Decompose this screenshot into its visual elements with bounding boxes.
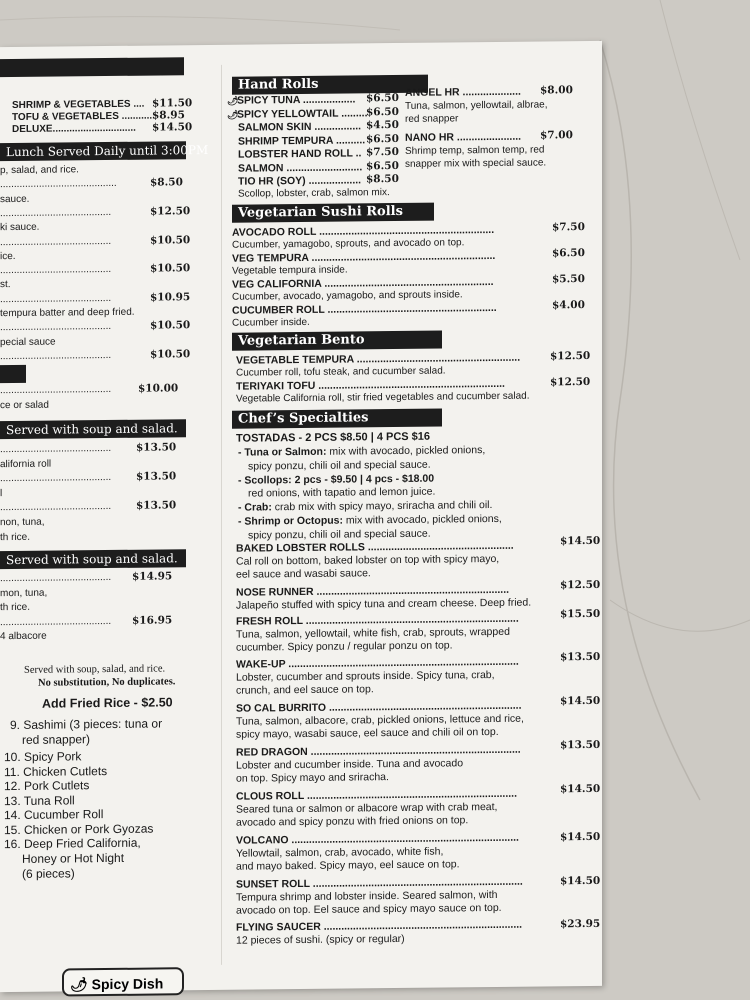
- lunch-line-price: $12.50: [150, 205, 191, 218]
- specialty-price: $14.50: [560, 782, 601, 796]
- combo-item: 11. Chicken Cutlets: [4, 764, 108, 780]
- angel-hr-name: ANGEL HR ....................: [405, 85, 521, 99]
- specialty-name: NOSE RUNNER ..................................................................: [236, 583, 510, 599]
- hand-roll-price: $4.50: [366, 118, 399, 132]
- hand-roll-name: [238, 161, 362, 174]
- tostadas-text: spicy ponzu, chili oil and special sauce.: [248, 527, 431, 542]
- column-divider: [221, 65, 222, 965]
- specialty-desc: Cal roll on bottom, baked lobster on top with spicy mayo,: [236, 552, 500, 568]
- veg-sushi-desc: Vegetable tempura inside.: [232, 264, 348, 277]
- combo-item: (6 pieces): [22, 866, 75, 881]
- specialty-desc: Tuna, salmon, albacore, crab, pickled onions, lettuce and rice,: [236, 712, 524, 728]
- menu-paper: [0, 41, 602, 992]
- specialty-desc: Lobster and cucumber inside. Tuna and avocado: [236, 757, 464, 772]
- lunch-line: ........................................: [0, 321, 112, 334]
- specialty-desc: 12 pieces of sushi. (spicy or regular): [236, 932, 405, 947]
- veg-sushi-price: $4.00: [552, 299, 585, 312]
- hand-roll-label: SPICY TUNA ..................: [237, 93, 356, 107]
- hand-roll-price: $7.50: [366, 145, 399, 159]
- lunch-line-price: $8.50: [150, 176, 183, 189]
- specialty-name: CLOUS ROLL ........................................................................: [236, 787, 518, 803]
- chef-specialties-header: Chef’s Specialties: [232, 409, 442, 429]
- veg-sushi-desc: Cucumber, avocado, yamagobo, and sprouts inside.: [232, 289, 463, 303]
- served-soup-salad-header: Served with soup and salad.: [0, 419, 186, 439]
- veg-sushi-header: Vegetarian Sushi Rolls: [232, 203, 434, 223]
- left-top-item-name: TOFU & VEGETABLES ............: [12, 110, 155, 124]
- veg-sushi-price: $7.50: [552, 221, 585, 234]
- lunch-line-price: $10.50: [150, 233, 191, 247]
- combo-item: 13. Tuna Roll: [4, 793, 75, 809]
- combo-item: Honey or Hot Night: [22, 850, 125, 866]
- tostadas-text: crab mix with spicy mayo, sriracha and chili oil.: [271, 499, 493, 514]
- sec2-line: alifornia roll: [0, 458, 52, 470]
- veg-bento-desc: Vegetable California roll, stir fried vegetables and cucumber salad.: [236, 390, 530, 405]
- tostadas-line: [238, 499, 492, 514]
- combo-item: 9. Sashimi (3 pieces: tuna or: [10, 716, 163, 733]
- lunch-line: ........................................: [0, 349, 112, 363]
- mid-line: ce or salad: [0, 399, 49, 412]
- specialty-desc: Yellowtail, salmon, crab, avocado, white fish,: [236, 845, 444, 860]
- combo-item: 16. Deep Fried California,: [4, 835, 141, 852]
- sec2-line-price: $13.50: [136, 499, 177, 513]
- tio-hr-desc: Scollop, lobster, crab, salmon mix.: [238, 187, 390, 200]
- specialty-desc: spicy mayo, wasabi sauce, eel sauce and chili oil on top.: [236, 725, 499, 741]
- sec2-line: th rice.: [0, 531, 31, 543]
- specialty-desc: cucumber. Spicy ponzu / regular ponzu on top.: [236, 639, 453, 654]
- lunch-line-price: $10.95: [150, 290, 191, 304]
- lunch-line-price: $10.50: [150, 262, 191, 275]
- lunch-line: ki sauce.: [0, 221, 40, 234]
- hand-roll-label: TIO HR (SOY) ..................: [238, 174, 362, 188]
- specialty-desc: crunch, and eel sauce on top.: [236, 683, 374, 697]
- tostadas-line: [238, 472, 434, 486]
- specialty-price: $14.50: [560, 874, 601, 888]
- sec3-line: mon, tuna,: [0, 587, 48, 599]
- lunch-line: tempura batter and deep fried.: [0, 306, 135, 320]
- specialty-desc: and mayo baked. Spicy mayo, eel sauce on top.: [236, 858, 460, 873]
- left-top-bar: [0, 57, 184, 77]
- specialty-desc: eel sauce and wasabi sauce.: [236, 567, 371, 581]
- angel-hr-desc: Tuna, salmon, yellowtail, albrae,: [405, 99, 548, 112]
- lunch-line: ........................................: [0, 292, 112, 305]
- specialty-name: SO CAL BURRITO ..................................................................: [236, 699, 522, 715]
- hand-roll-price: $6.50: [366, 105, 399, 118]
- combo-item: 14. Cucumber Roll: [4, 807, 104, 823]
- sec2-line: ........................................: [0, 501, 112, 514]
- lunch-line-price: $10.50: [150, 319, 191, 332]
- specialty-name: VOLCANO ..............................................................................: [236, 831, 519, 847]
- tostadas-text: mix with avocado, pickled onions,: [343, 512, 502, 527]
- tostadas-option: - Tuna or Salmon:: [238, 445, 327, 459]
- specialty-name: SUNSET ROLL ........................................................................: [236, 875, 523, 891]
- sec3-line: ........................................: [0, 571, 112, 585]
- angel-hr-desc-2: red snapper: [405, 113, 459, 125]
- specialty-price: $14.50: [560, 534, 601, 548]
- hand-roll-name: [238, 147, 361, 160]
- pepper-icon: 🌶: [70, 976, 88, 993]
- tostadas-line: [238, 444, 485, 459]
- veg-sushi-name: CUCUMBER ROLL ..........................................................: [232, 301, 497, 317]
- hand-roll-label: SHRIMP TEMPURA ..........: [238, 133, 366, 148]
- tostadas-line: [248, 458, 431, 472]
- veg-sushi-price: $6.50: [552, 247, 585, 260]
- lunch-line: ........................................: [0, 264, 112, 277]
- veg-sushi-name: VEG TEMPURA ...............................................................: [232, 249, 496, 265]
- sec3-line-price: $14.95: [132, 570, 173, 583]
- specialty-desc: Jalapeño stuffed with spicy tuna and cream cheese. Deep fried.: [236, 596, 532, 612]
- angel-hr-price: $8.00: [540, 84, 573, 97]
- hand-roll-name: [238, 120, 361, 133]
- sec2-line: ........................................: [0, 472, 112, 485]
- tostadas-title: TOSTADAS - 2 PCS $8.50 | 4 PCS $16: [236, 430, 431, 445]
- hand-roll-label: LOBSTER HAND ROLL ..: [238, 147, 362, 161]
- tostadas-line: [238, 513, 502, 528]
- specialty-desc: Seared tuna or salmon or albacore wrap with crab meat,: [236, 800, 498, 816]
- specialty-desc: Lobster, cucumber and sprouts inside. Spicy tuna, crab,: [236, 668, 495, 684]
- left-top-item-price: $14.50: [152, 121, 193, 134]
- hand-roll-price: $6.50: [366, 159, 399, 172]
- left-top-item-price: $11.50: [152, 97, 193, 110]
- pepper-icon: 🌶: [227, 95, 239, 106]
- hand-roll-price: $6.50: [366, 91, 399, 105]
- lunch-line: sauce.: [0, 193, 30, 205]
- specialty-name: FRESH ROLL .........................................................................: [236, 612, 519, 628]
- hand-roll-name: [227, 93, 355, 106]
- specialty-price: $13.50: [560, 650, 601, 664]
- tostadas-option: - Scollops: 2 pcs - $9.50 | 4 pcs - $18.00: [238, 472, 435, 487]
- hand-roll-label: SPICY YELLOWTAIL .........: [237, 106, 368, 121]
- veg-bento-name: VEGETABLE TEMPURA ........................................................: [236, 351, 521, 367]
- tostadas-option: - Shrimp or Octopus:: [238, 514, 343, 528]
- hand-roll-label: SALMON ..........................: [238, 160, 363, 175]
- sec3-line: ........................................: [0, 615, 112, 628]
- left-top-item-name: DELUXE..............................: [12, 122, 136, 136]
- lunch-line: ..........................................: [0, 178, 117, 191]
- mid-line: ........................................: [0, 383, 112, 397]
- veg-sushi-price: $5.50: [552, 273, 585, 286]
- tostadas-line: [248, 527, 431, 541]
- veg-sushi-name: AVOCADO ROLL ............................................................: [232, 223, 495, 239]
- specialty-price: $23.95: [560, 917, 601, 931]
- lunch-line-price: $10.50: [150, 348, 191, 361]
- lunch-line: ice.: [0, 250, 16, 262]
- veg-bento-header: Vegetarian Bento: [232, 331, 442, 351]
- sec3-line-price: $16.95: [132, 614, 173, 627]
- veg-bento-price: $12.50: [550, 375, 591, 389]
- specialty-name: BAKED LOBSTER ROLLS ..................................................: [236, 539, 514, 555]
- lunch-line: pecial sauce: [0, 336, 56, 348]
- specialty-price: $14.50: [560, 694, 601, 708]
- tostadas-line: [248, 486, 435, 500]
- left-top-item-name: SHRIMP & VEGETABLES ....: [12, 98, 145, 112]
- veg-bento-name: TERIYAKI TOFU ................................................................: [236, 377, 505, 393]
- tostadas-option: - Crab:: [238, 501, 272, 514]
- served-soup-salad-header-2: Served with soup and salad.: [0, 549, 186, 569]
- veg-sushi-name: VEG CALIFORNIA ..........................................................: [232, 275, 494, 291]
- tostadas-text: red onions, with tapatio and lemon juice.: [248, 485, 436, 500]
- specialty-price: $15.50: [560, 607, 601, 621]
- hand-roll-label: SALMON SKIN ................: [238, 120, 362, 134]
- sec3-line: 4 albacore: [0, 631, 47, 643]
- nano-hr-desc: Shrimp temp, salmon temp, red: [405, 144, 545, 157]
- add-fried-rice: Add Fried Rice - $2.50: [42, 695, 173, 711]
- specialty-price: $13.50: [560, 738, 601, 752]
- specialty-name: WAKE-UP ...............................................................................: [236, 655, 519, 671]
- combo-item: 15. Chicken or Pork Gyozas: [4, 821, 154, 838]
- veg-bento-price: $12.50: [550, 349, 591, 363]
- specialty-desc: Tuna, salmon, yellowtail, white fish, crab, sprouts, wrapped: [236, 625, 510, 641]
- hand-rolls-header: Hand Rolls: [232, 75, 428, 95]
- spicy-dish-label: Spicy Dish: [91, 975, 164, 993]
- sec2-line: ........................................: [0, 442, 112, 456]
- lunch-line: p, salad, and rice.: [0, 164, 79, 177]
- specialty-desc: avocado on top. Eel sauce and spicy mayo sauce on top.: [236, 901, 502, 917]
- hand-roll-name: [238, 174, 361, 187]
- lunch-line: ........................................: [0, 235, 112, 248]
- nano-hr-desc-2: snapper mix with special sauce.: [405, 157, 547, 170]
- combo-note: Served with soup, salad, and rice.: [24, 663, 166, 676]
- specialty-desc: on top. Spicy mayo and sriracha.: [236, 771, 389, 785]
- tostadas-text: mix with avocado, pickled onions,: [326, 444, 486, 458]
- lunch-line: ........................................: [0, 206, 112, 220]
- hand-roll-price: $8.50: [366, 172, 399, 186]
- combo-item: 10. Spicy Pork: [4, 749, 82, 765]
- tostadas-text: spicy ponzu, chili oil and special sauce.: [248, 458, 431, 473]
- veg-bento-desc: Cucumber roll, tofu steak, and cucumber salad.: [236, 365, 446, 379]
- nano-hr-name: NANO HR ......................: [405, 130, 522, 144]
- nano-hr-price: $7.00: [540, 129, 573, 142]
- specialty-desc: Tempura shrimp and lobster inside. Seared salmon, with: [236, 888, 498, 904]
- mid-line-price: $10.00: [138, 382, 179, 395]
- lunch-line: st.: [0, 279, 11, 291]
- combo-item: 12. Pork Cutlets: [4, 778, 90, 794]
- specialty-name: FLYING SAUCER ....................................................................: [236, 918, 523, 934]
- specialty-name: RED DRAGON ........................................................................: [236, 743, 521, 759]
- lunch-header: Lunch Served Daily until 3:00PM: [0, 141, 186, 161]
- left-top-item-price: $8.95: [152, 109, 185, 122]
- combo-item: red snapper): [22, 732, 91, 747]
- hand-roll-name: [227, 107, 368, 120]
- pepper-icon: 🌶: [227, 109, 239, 120]
- specialty-price: $12.50: [560, 578, 601, 592]
- sec2-line: l: [0, 487, 3, 499]
- sec2-line: non, tuna,: [0, 516, 45, 529]
- veg-sushi-desc: Cucumber, yamagobo, sprouts, and avocado on top.: [232, 237, 465, 251]
- left-bar-2: [0, 365, 26, 383]
- sec2-line-price: $13.50: [136, 441, 177, 454]
- hand-roll-name: [238, 134, 365, 147]
- hand-roll-price: $6.50: [366, 132, 399, 145]
- spicy-dish-legend: [62, 967, 184, 996]
- sec2-line-price: $13.50: [136, 470, 177, 483]
- combo-note-2: No substitution, No duplicates.: [38, 676, 176, 689]
- specialty-desc: avocado and spicy ponzu with fried onions on top.: [236, 814, 469, 829]
- sec3-line: th rice.: [0, 602, 31, 614]
- specialty-price: $14.50: [560, 830, 601, 844]
- veg-sushi-desc: Cucumber inside.: [232, 316, 310, 329]
